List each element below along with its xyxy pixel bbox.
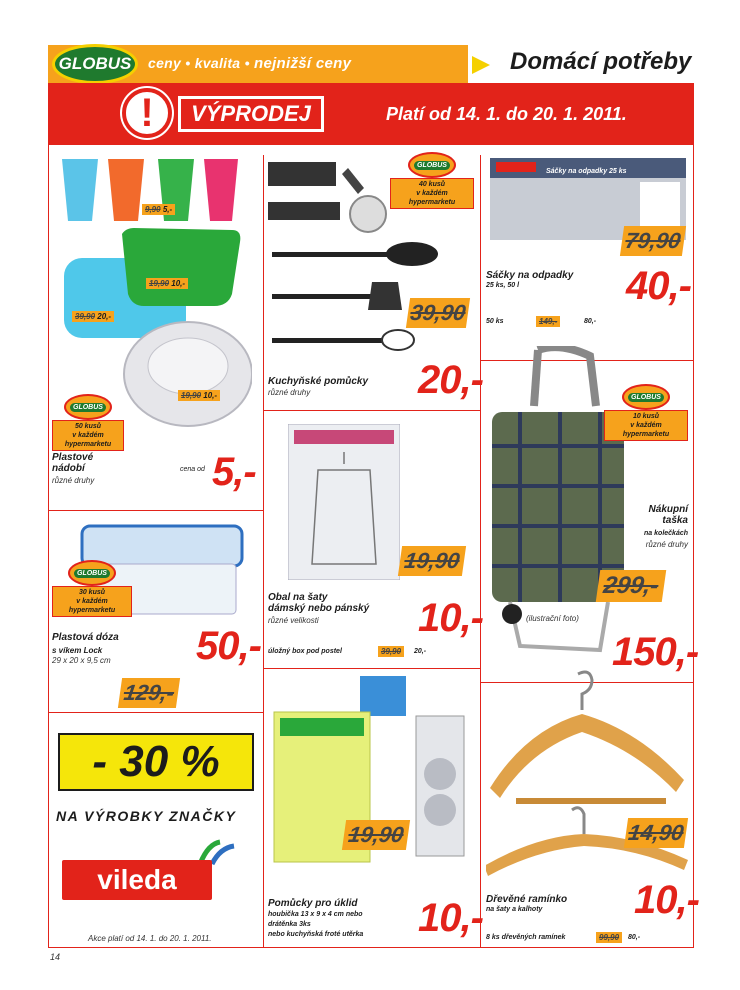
vileda-logo: vileda: [62, 860, 212, 900]
sale-label: VÝPRODEJ: [178, 96, 324, 132]
divider: [263, 668, 480, 669]
old-price-tag: 19,90: [398, 546, 466, 576]
product-desc: 29 x 20 x 9,5 cm: [52, 656, 111, 665]
slogan-part1: ceny • kvalita •: [148, 55, 250, 71]
product-price: 10,-: [634, 878, 699, 922]
price-tag: 39,90 20,-: [72, 311, 114, 322]
divider: [48, 712, 263, 713]
product-name: Nákupní taška: [648, 504, 688, 526]
badge-logo: GLOBUS: [414, 161, 450, 170]
price-tag: 19,90 10,-: [178, 390, 220, 401]
old-price-tag: 129,-: [118, 678, 180, 708]
badge-logo: GLOBUS: [74, 569, 110, 578]
badge-logo: GLOBUS: [70, 403, 106, 412]
divider: [263, 155, 264, 948]
old-price-tag: 19,90: [342, 820, 410, 850]
illustration-note: (ilustrační foto): [526, 614, 579, 623]
price-tag: 149,-: [536, 316, 560, 327]
old-price-tag: 299,-: [596, 570, 666, 602]
action-note: Akce platí od 14. 1. do 20. 1. 2011.: [88, 934, 212, 943]
badge-logo: GLOBUS: [628, 393, 664, 402]
product-name: Kuchyňské pomůcky: [268, 376, 369, 387]
brand-line: NA VÝROBKY ZNAČKY: [56, 808, 237, 824]
price-tag: 19,90 10,-: [146, 278, 188, 289]
product-desc: různé druhy: [52, 476, 95, 485]
price-tag: 39,90: [378, 646, 404, 657]
old-price-tag: 79,90: [620, 226, 686, 256]
stock-badge: GLOBUS 30 kusů v každém hypermarketu: [52, 560, 132, 617]
hanger-image: [486, 670, 688, 880]
product-price: 40,-: [626, 264, 691, 308]
extra-offer-price: 20,-: [414, 648, 427, 655]
product-desc-bold: na kolečkách: [644, 530, 688, 537]
product-price: 10,-: [418, 596, 483, 640]
product-name: Sáčky na odpadky: [486, 270, 574, 281]
pack-label: Sáčky na odpadky 25 ks: [546, 168, 627, 175]
product-desc: různé druhy: [268, 388, 311, 397]
product-price: 50,-: [196, 624, 261, 668]
slogan-part2: nejnižší ceny: [253, 55, 352, 72]
product-name: Obal na šaty dámský nebo pánský: [268, 592, 370, 614]
page-number: 14: [50, 952, 61, 962]
extra-offer-price: 80,-: [628, 934, 641, 941]
product-price: 20,-: [418, 358, 483, 402]
product-name: Dřevěné ramínko: [486, 894, 568, 905]
stock-badge: GLOBUS 10 kusů v každém hypermarketu: [604, 384, 688, 441]
divider: [263, 410, 480, 411]
product-desc: různé velikosti: [268, 616, 319, 625]
arrow-icon: [472, 56, 490, 74]
price-tag: 9,90 5,-: [142, 204, 175, 215]
old-price-tag: 14,90: [624, 818, 688, 848]
old-price-tag: 39,90: [406, 298, 470, 328]
garment-bag-image: [288, 424, 400, 580]
category-title: Domácí potřeby: [510, 48, 692, 75]
product-price: 10,-: [418, 896, 483, 940]
divider: [48, 510, 263, 511]
extra-offer: úložný box pod postel: [268, 648, 342, 655]
product-price: 150,-: [612, 630, 699, 674]
product-desc-bold: s víkem Lock: [52, 646, 103, 655]
extra-offer: 50 ks: [486, 318, 504, 325]
extra-offer-price: 80,-: [584, 318, 597, 325]
product-price: 5,-: [212, 450, 256, 494]
exclamation-icon: !: [122, 88, 172, 138]
stock-badge: GLOBUS 40 kusů v každém hypermarketu: [390, 152, 474, 209]
product-name: Plastová dóza: [52, 632, 119, 643]
divider: [480, 155, 481, 948]
product-desc: houbička 13 x 9 x 4 cm nebo drátěnka 3ks nebo kuchyňská froté utěrka: [268, 911, 364, 938]
product-name: Plastové nádobí: [52, 452, 94, 474]
price-prefix: cena od: [180, 466, 205, 473]
stock-badge: GLOBUS 50 kusů v každém hypermarketu: [52, 394, 124, 451]
product-desc: různé druhy: [645, 540, 688, 549]
price-tag: 99,90: [596, 932, 622, 943]
product-desc: na šaty a kalhoty: [486, 906, 543, 913]
extra-offer: 8 ks dřevěných ramínek: [486, 934, 566, 941]
discount-banner: - 30 %: [58, 733, 254, 791]
product-name: Pomůcky pro úklid: [268, 898, 358, 909]
validity-dates: Platí od 14. 1. do 20. 1. 2011.: [386, 104, 627, 124]
globus-logo: GLOBUS: [52, 44, 138, 84]
product-desc: 25 ks, 50 l: [486, 282, 520, 289]
slogan: [148, 55, 351, 72]
